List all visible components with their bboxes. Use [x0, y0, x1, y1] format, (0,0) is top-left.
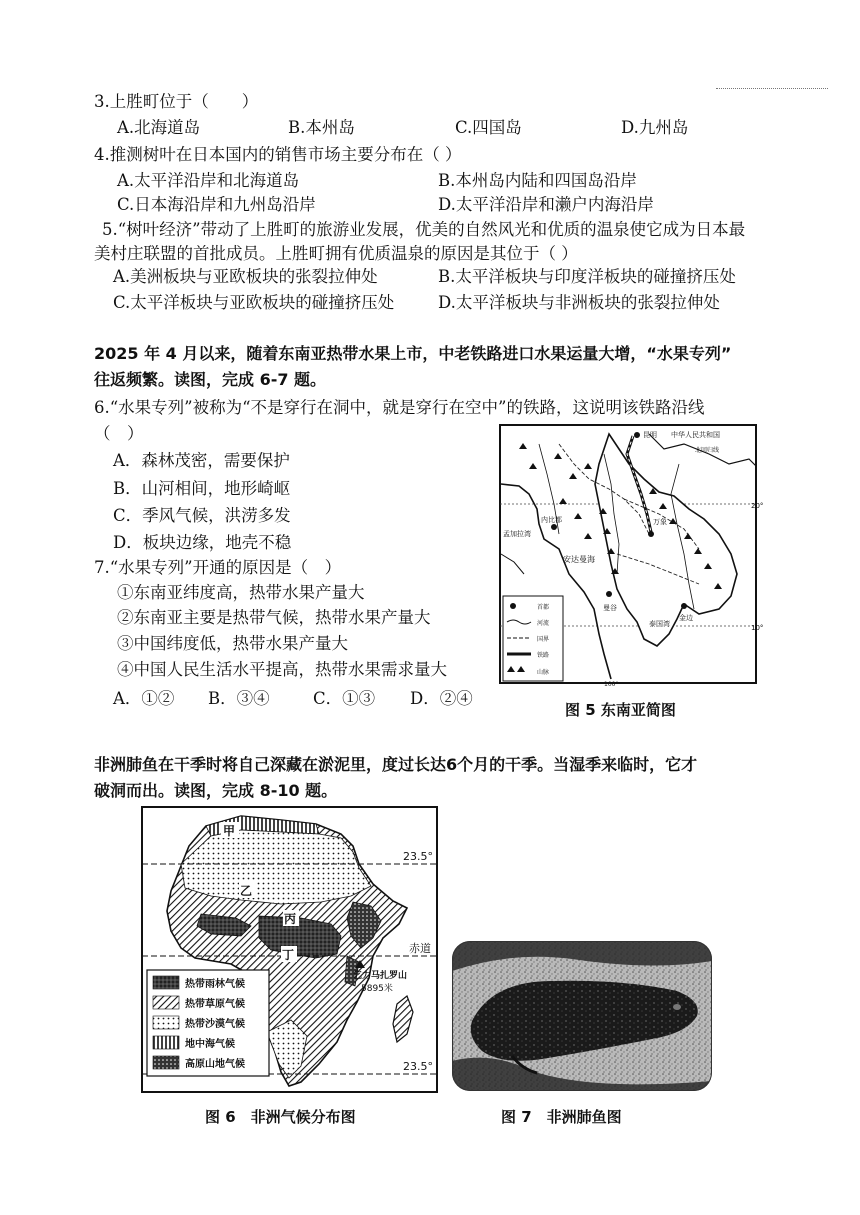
label-naypyidaw: 内比都 — [541, 516, 562, 524]
q3-option-c[interactable]: C.四国岛 — [455, 118, 522, 137]
intro-8-10-line2: 破洞而出。读图，完成 8-10 题。 — [94, 781, 338, 800]
legend-railway: 铁路 — [537, 652, 550, 659]
label-tropic-cancer: 北回归线 — [695, 447, 720, 454]
intro-6-7-line1: 2025 年 4 月以来，随着东南亚热带水果上市，中老铁路进口水果运量大增，“水果专列” — [94, 344, 732, 363]
legend-mountain: 山脉 — [537, 669, 550, 676]
label-bay-of-bengal: 孟加拉湾 — [503, 530, 531, 538]
figure-6-africa-climate-map — [141, 806, 441, 1096]
q4-stem: 4.推测树叶在日本国内的销售市场主要分布在（ ） — [94, 145, 462, 164]
q5-option-a[interactable]: A.美洲板块与亚欧板块的张裂拉伸处 — [113, 267, 378, 286]
label-kilimanjaro-height: 5895米 — [361, 984, 393, 994]
q5-option-b[interactable]: B.太平洋板块与印度洋板块的碰撞挤压处 — [438, 267, 736, 286]
legend-rainforest: 热带雨林气候 — [185, 979, 245, 990]
legend-desert: 热带沙漠气候 — [185, 1019, 245, 1030]
label-region-bing: 丙 — [284, 912, 297, 926]
q6-option-a[interactable]: A．森林茂密，需要保护 — [113, 451, 290, 470]
legend-capital: 首都 — [537, 604, 550, 611]
label-tropic-south: 23.5° — [403, 1060, 433, 1073]
label-lat-10: 10° — [751, 624, 764, 632]
figure-7-caption: 图 7 非洲肺鱼图 — [501, 1108, 622, 1126]
legend-river: 河流 — [537, 620, 550, 627]
q3-stem: 3.上胜町位于（ ） — [94, 92, 259, 111]
q3-option-a[interactable]: A.北海道岛 — [117, 118, 201, 137]
label-china: 中华人民共和国 — [671, 431, 720, 439]
legend-savanna: 热带草原气候 — [185, 999, 245, 1010]
q7-statement-3: ③中国纬度低，热带水果产量大 — [117, 634, 348, 653]
q7-stem: 7.“水果专列”开通的原因是（ ） — [94, 558, 342, 577]
corner-dotted-line — [716, 88, 828, 89]
legend-mediterranean: 地中海气候 — [185, 1039, 235, 1050]
q6-option-d[interactable]: D．板块边缘，地壳不稳 — [113, 533, 292, 552]
q7-option-b[interactable]: B．③④ — [208, 689, 270, 708]
label-equator: 赤道 — [409, 942, 431, 955]
q6-option-c[interactable]: C．季风气候，洪涝多发 — [113, 506, 291, 525]
q7-option-a[interactable]: A．①② — [113, 689, 175, 708]
q7-option-c[interactable]: C．①③ — [313, 689, 376, 708]
q7-statement-4: ④中国人民生活水平提高，热带水果需求量大 — [117, 660, 447, 679]
q4-option-b[interactable]: B.本州岛内陆和四国岛沿岸 — [438, 171, 637, 190]
q7-statement-1: ①东南亚纬度高，热带水果产量大 — [117, 583, 365, 602]
intro-6-7-line2: 往返频繁。读图，完成 6-7 题。 — [94, 370, 327, 389]
q5-option-c[interactable]: C.太平洋板块与亚欧板块的碰撞挤压处 — [113, 293, 395, 312]
label-tropic-north: 23.5° — [403, 850, 433, 863]
q7-statement-2: ②东南亚主要是热带气候，热带水果产量大 — [117, 608, 431, 627]
q6-stem-line2: （ ） — [94, 424, 144, 443]
label-region-jia: 甲 — [223, 824, 236, 838]
q5-stem-line1: 5.“树叶经济”带动了上胜町的旅游业发展，优美的自然风光和优质的温泉使它成为日本最 — [102, 220, 746, 239]
q4-option-d[interactable]: D.太平洋沿岸和濑户内海沿岸 — [438, 195, 654, 214]
intro-8-10-line1: 非洲肺鱼在干季时将自己深藏在淤泥里，度过长达6个月的干季。当湿季来临时，它才 — [94, 755, 698, 774]
label-vientiane: 万象 — [653, 518, 667, 526]
label-phnom-penh: 金边 — [679, 614, 693, 622]
label-kunming: 昆明 — [643, 431, 657, 439]
q4-option-a[interactable]: A.太平洋沿岸和北海道岛 — [117, 171, 300, 190]
q3-option-d[interactable]: D.九州岛 — [621, 118, 689, 137]
label-andaman-sea: 安达曼海 — [563, 555, 595, 564]
label-bangkok: 曼谷 — [603, 604, 617, 612]
label-region-ding: 丁 — [282, 948, 295, 962]
q6-option-b[interactable]: B．山河相间，地形崎岖 — [113, 479, 291, 498]
q5-option-d[interactable]: D.太平洋板块与非洲板块的张裂拉伸处 — [438, 293, 720, 312]
q3-option-b[interactable]: B.本州岛 — [288, 118, 355, 137]
q4-option-c[interactable]: C.日本海沿岸和九州岛沿岸 — [117, 195, 316, 214]
figure-7-lungfish-photo — [452, 941, 712, 1091]
legend-border: 国界 — [537, 636, 550, 643]
label-kilimanjaro: 乞力马扎罗山 — [353, 971, 408, 981]
figure-5-southeast-asia-map — [499, 424, 764, 688]
q7-option-d[interactable]: D．②④ — [410, 689, 473, 708]
q6-stem-line1: 6.“水果专列”被称为“不是穿行在洞中，就是穿行在空中”的铁路，这说明该铁路沿线 — [94, 398, 705, 417]
label-lat-20: 20° — [751, 502, 764, 510]
q5-stem-line2: 美村庄联盟的首批成员。上胜町拥有优质温泉的原因是其位于（ ） — [94, 244, 578, 263]
label-lon-100: 100° — [604, 681, 619, 688]
legend-highland: 高原山地气候 — [185, 1059, 245, 1070]
figure-5-caption: 图 5 东南亚简图 — [565, 701, 676, 719]
label-region-yi: 乙 — [240, 884, 253, 898]
label-gulf-of-thailand: 泰国湾 — [649, 620, 670, 628]
figure-6-caption: 图 6 非洲气候分布图 — [205, 1108, 356, 1126]
